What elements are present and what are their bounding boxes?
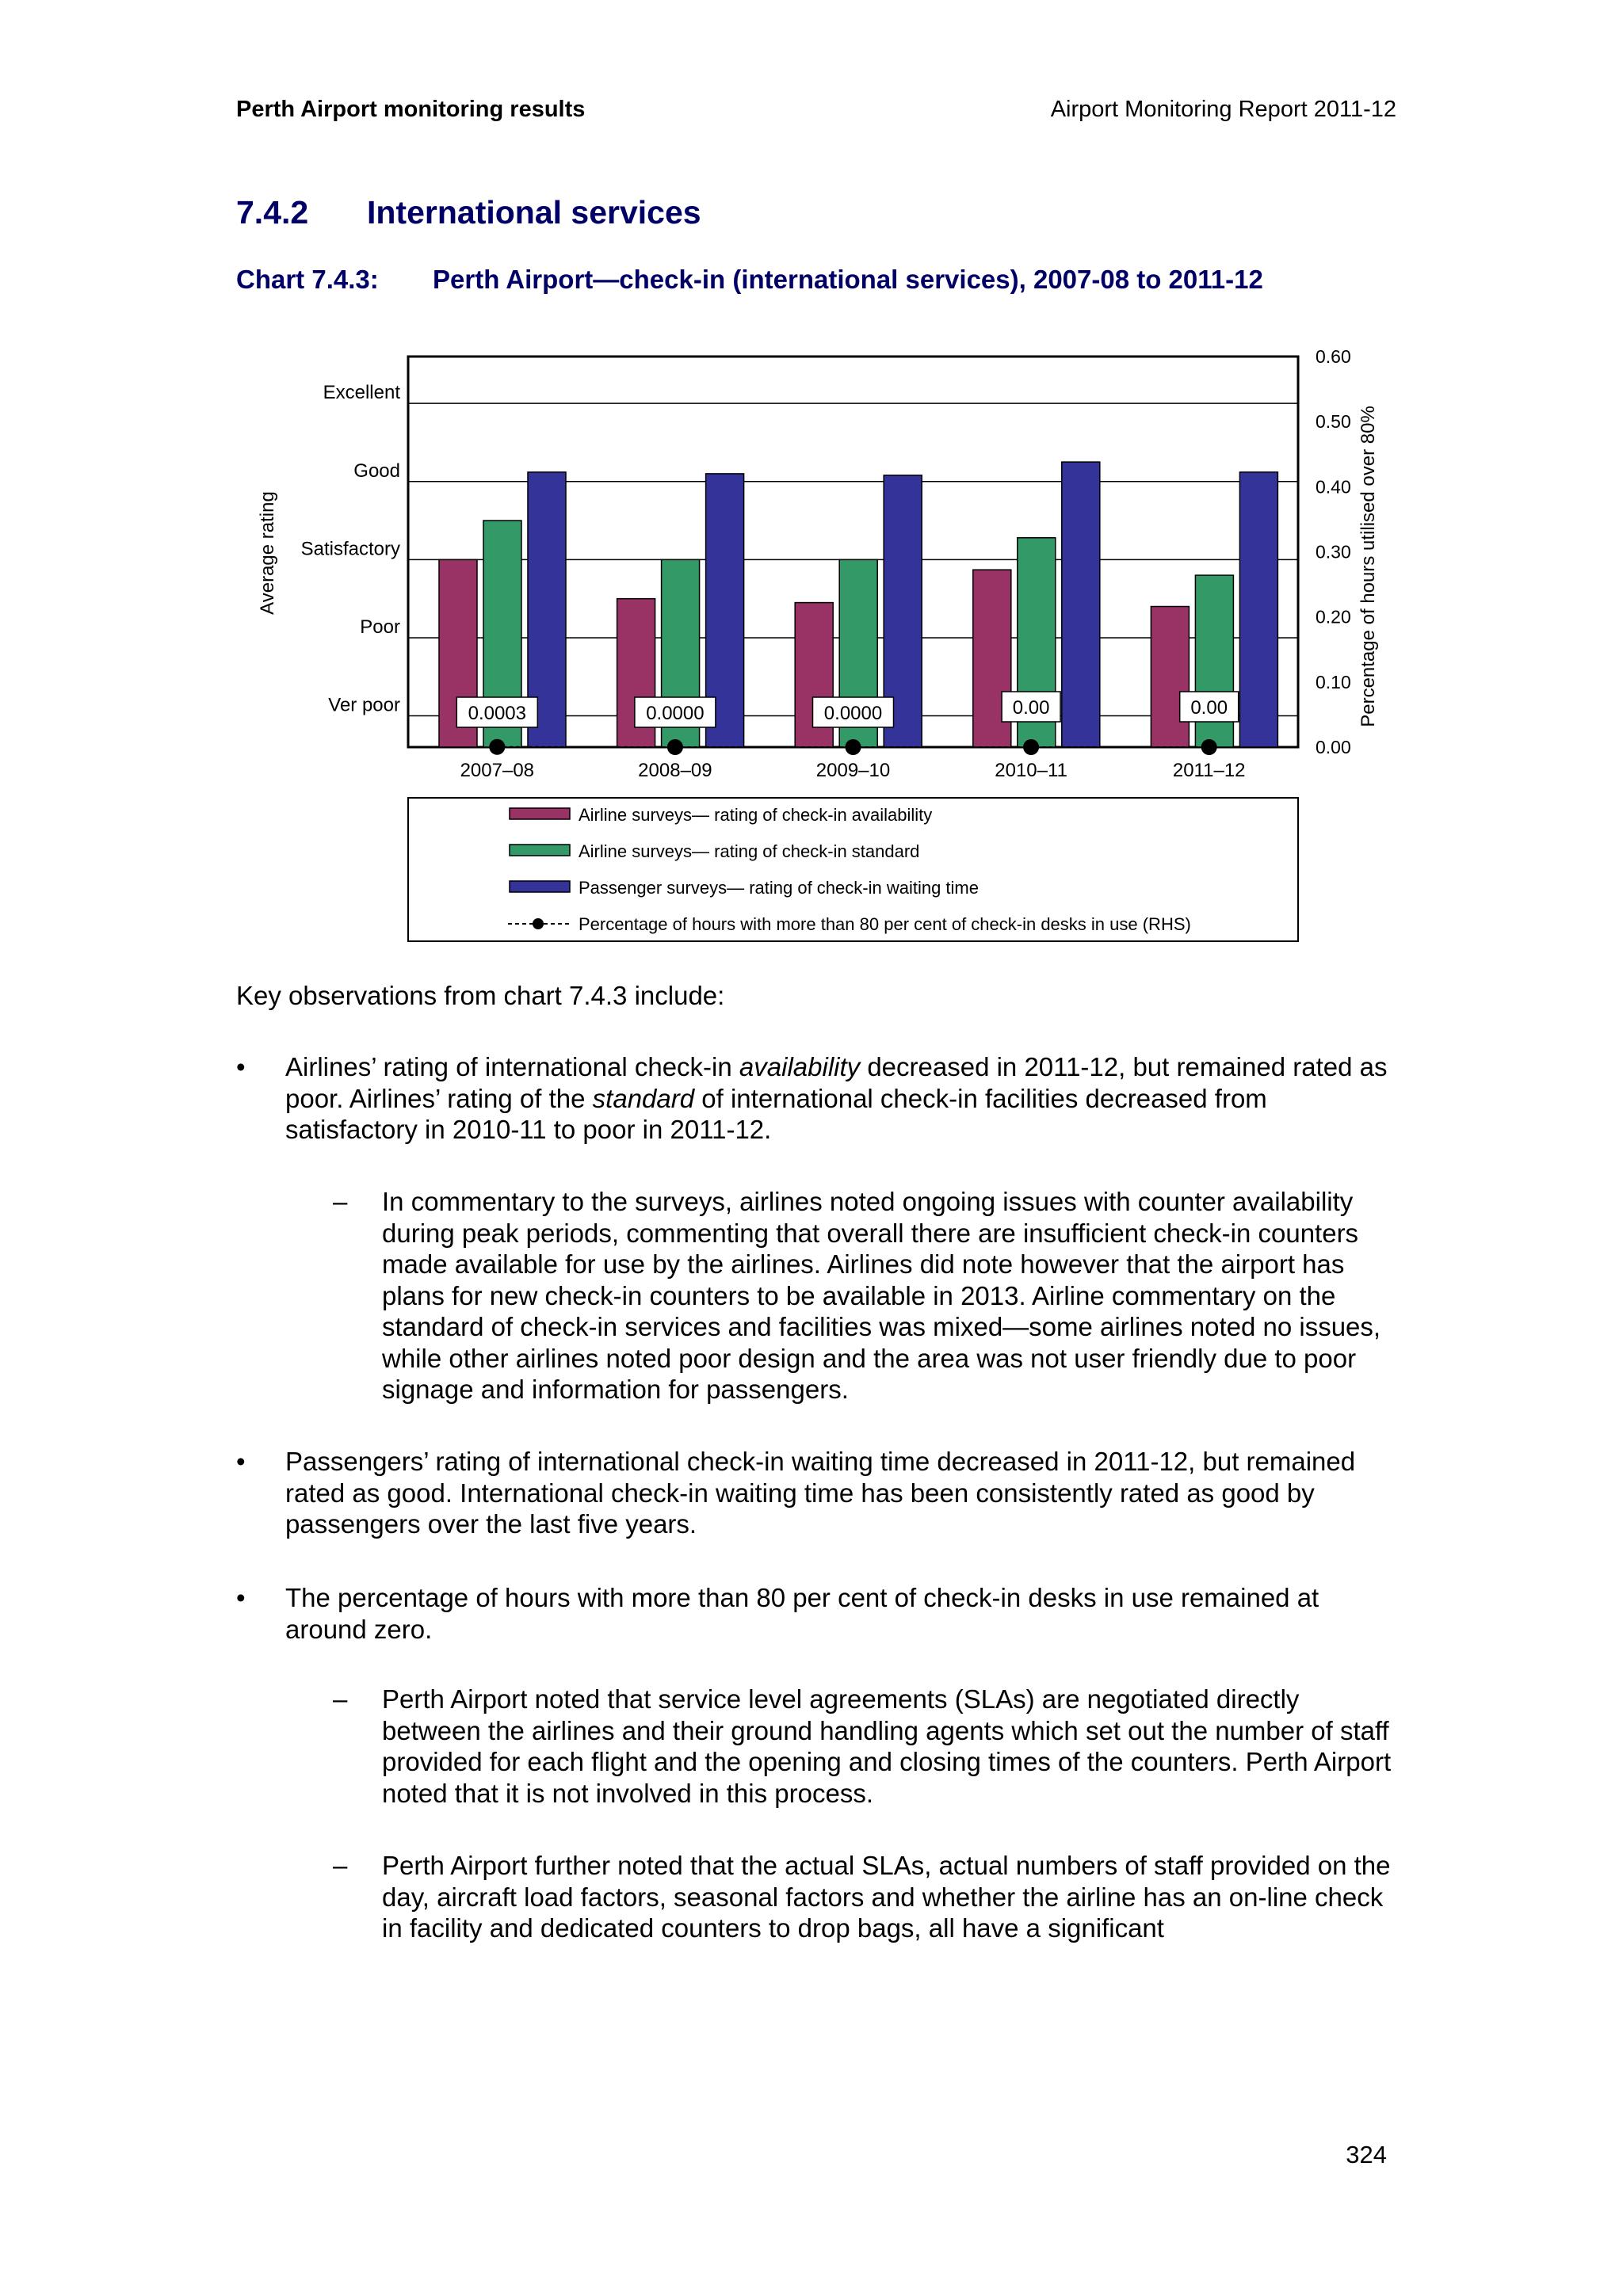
legend-swatch — [510, 808, 570, 819]
line-point — [667, 739, 683, 755]
point-label: 0.00 — [1190, 697, 1228, 719]
dash-marker: – — [333, 1187, 348, 1216]
line-point — [489, 739, 505, 755]
point-label: 0.00 — [1012, 697, 1050, 719]
left-tick-label: Good — [353, 460, 400, 482]
line-point — [1023, 739, 1039, 755]
bullet-marker: • — [236, 1447, 246, 1476]
bullet-text: The percentage of hours with more than 80 per cent of check-in desks in use remained at around zero. — [285, 1583, 1319, 1644]
legend-swatch — [510, 845, 570, 856]
check-in-chart — [0, 0, 1623, 951]
right-tick-label: 0.60 — [1316, 346, 1351, 367]
section-number: 7.4.2 — [236, 194, 309, 231]
bullet-text: Passengers’ rating of international check-in waiting time decreased in 2011-12, but remained rated as good. International check-in waiting time has been consistently rated as good by passengers over the last five years. — [285, 1447, 1356, 1539]
subpoint-text: Perth Airport noted that service level agreements (SLAs) are negotiated directly between the airlines and their ground handling agents which set out the number of staff provided for each flight and the opening and closing times of the counters. Perth Airport noted that it is not involved in this process. — [382, 1684, 1392, 1808]
point-label: 0.0003 — [468, 703, 527, 724]
legend-swatch-point — [533, 918, 544, 929]
section-title: International services — [367, 194, 701, 231]
running-header-left: Perth Airport monitoring results — [236, 97, 586, 122]
chart-caption-label: Chart 7.4.3: — [236, 265, 379, 294]
legend-swatch — [510, 881, 570, 892]
right-tick-label: 0.00 — [1316, 737, 1351, 757]
x-tick-label: 2008–09 — [638, 760, 712, 781]
x-tick-label: 2007–08 — [460, 760, 535, 781]
right-tick-label: 0.10 — [1316, 671, 1351, 692]
subpoint-text: Perth Airport further noted that the actual SLAs, actual numbers of staff provided on the day, aircraft load factors, seasonal factors and whether the airline has an on-line check in facility and dedicated counters to drop bags, all have a significant — [382, 1851, 1391, 1943]
right-axis-title: Percentage of hours utilised over 80% — [1358, 406, 1379, 727]
legend-label: Percentage of hours with more than 80 per cent of check-in desks in use (RHS) — [579, 914, 1191, 934]
chart-caption-title: Perth Airport—check-in (international services), 2007-08 to 2011-12 — [433, 265, 1263, 294]
right-tick-label: 0.50 — [1316, 411, 1351, 433]
left-axis-title: Average rating — [257, 491, 278, 615]
bullet-marker: • — [236, 1583, 246, 1612]
left-tick-label: Poor — [360, 616, 400, 638]
legend-label: Airline surveys— rating of check-in standard — [579, 841, 920, 861]
x-tick-label: 2011–12 — [1172, 760, 1246, 781]
bar — [1062, 462, 1100, 747]
legend-label: Passenger surveys— rating of check-in waiting time — [579, 878, 979, 898]
subpoint-text: In commentary to the surveys, airlines noted ongoing issues with counter availability during peak periods, commenting that overall there are insufficient check-in counters made available for use by the airlines. Airlines did note however that the airport has plans for new check-in counters to be available in 2013. Airline commentary on the standard of check-in services and facilities was mixed—some airlines noted no issues, while other airlines noted poor design and the area was not user friendly due to poor signage and information for passengers. — [382, 1187, 1381, 1404]
bullet-marker: • — [236, 1052, 246, 1081]
right-tick-label: 0.40 — [1316, 476, 1351, 498]
left-tick-label: Satisfactory — [300, 538, 400, 560]
x-tick-label: 2009–10 — [815, 760, 891, 781]
bullet-text: Airlines’ rating of international check-in availability decreased in 2011-12, but remained rated as poor. Airlines’ rating of the standard of international check-in facilities decreased from satisfactory in 2010-11 to poor in 2011-12. — [285, 1052, 1388, 1144]
left-tick-label: Ver poor — [328, 694, 400, 716]
line-point — [846, 739, 861, 755]
dash-marker: – — [333, 1851, 348, 1880]
right-tick-label: 0.20 — [1316, 606, 1351, 627]
bar — [1151, 607, 1189, 747]
running-header-right: Airport Monitoring Report 2011-12 — [1050, 97, 1396, 122]
point-label: 0.0000 — [646, 703, 705, 724]
line-point — [1201, 739, 1217, 755]
left-tick-label: Excellent — [323, 382, 400, 404]
legend-label: Airline surveys— rating of check-in availability — [579, 805, 933, 825]
page-number: 324 — [1346, 2141, 1387, 2168]
dash-marker: – — [333, 1684, 348, 1714]
intro-text: Key observations from chart 7.4.3 include: — [236, 981, 725, 1010]
bar — [1239, 472, 1277, 747]
right-tick-label: 0.30 — [1316, 541, 1351, 563]
x-tick-label: 2010–11 — [995, 760, 1067, 781]
point-label: 0.0000 — [823, 703, 883, 724]
